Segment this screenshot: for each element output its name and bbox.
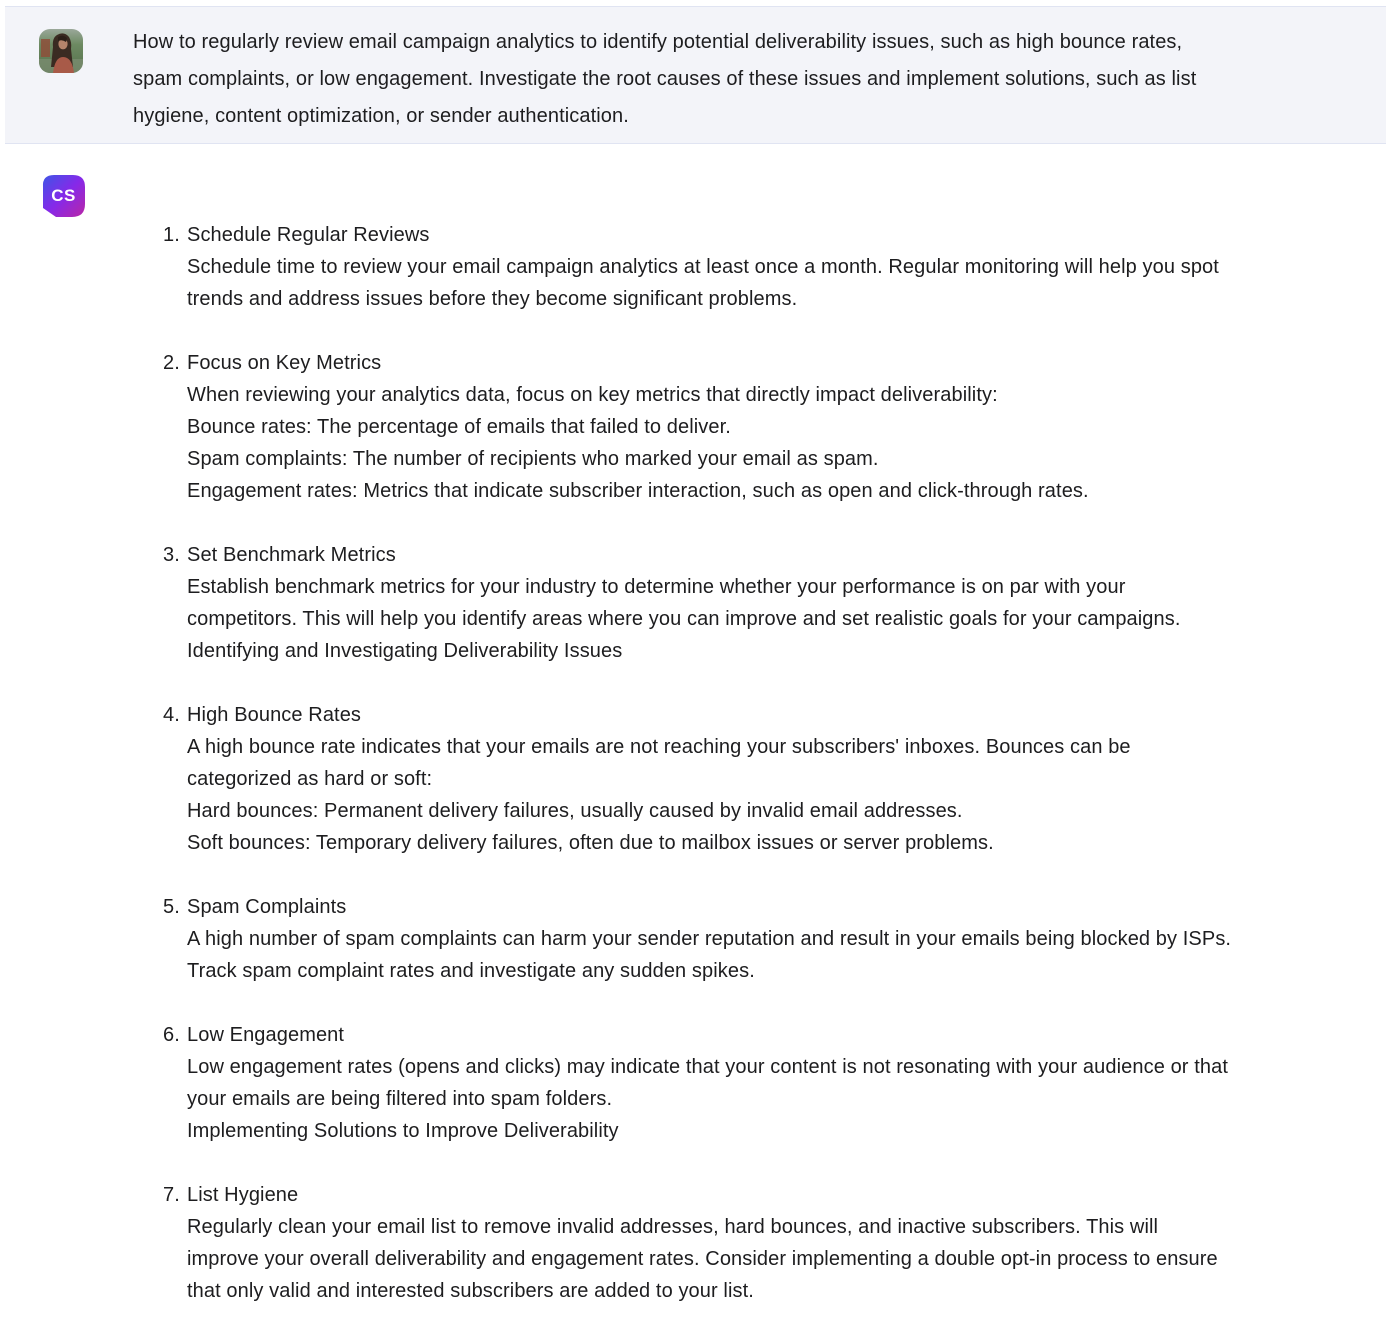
list-item — [163, 1179, 1233, 1307]
list-item — [163, 219, 1233, 315]
list-item-paragraph: Establish benchmark metrics for your industry to determine whether your performance is on par with your competitors. This will help you identify areas where you can improve and set realistic goals for your campaigns. — [187, 576, 1181, 630]
list-item-title: List Hygiene — [187, 1184, 299, 1206]
list-item-number: 7. — [163, 1184, 180, 1206]
list-item-title: Schedule Regular Reviews — [187, 224, 430, 246]
user-photo-illustration — [39, 29, 83, 73]
list-item-paragraph: When reviewing your analytics data, focus on key metrics that directly impact deliverability: — [187, 384, 998, 406]
user-message-text: How to regularly review email campaign analytics to identify potential deliverability issues, such as high bounce rates, spam complaints, or low engagement. Investigate the root causes of these issues and implement solutions, such as list hygiene, content optimization, or sender authentication. — [133, 31, 1197, 127]
list-item-paragraph: Schedule time to review your email campaign analytics at least once a month. Regular monitoring will help you spot trends and address issues before they become significant problems. — [187, 256, 1219, 310]
list-item — [163, 1019, 1233, 1147]
list-item-number: 5. — [163, 896, 180, 918]
list-item-number: 4. — [163, 704, 180, 726]
list-item-paragraph: A high number of spam complaints can harm your sender reputation and result in your emails being blocked by ISPs. Track spam complaint rates and investigate any sudden spikes. — [187, 928, 1232, 982]
list-item-title: Set Benchmark Metrics — [187, 544, 396, 566]
list-item-paragraph: Low engagement rates (opens and clicks) may indicate that your content is not resonating with your audience or that your emails are being filtered into spam folders. — [187, 1056, 1228, 1110]
list-item-title: Focus on Key Metrics — [187, 352, 382, 374]
list-item-paragraph: Hard bounces: Permanent delivery failures, usually caused by invalid email addresses. — [187, 800, 963, 822]
list-item-body — [187, 731, 1233, 859]
user-avatar — [39, 29, 83, 73]
list-item-body — [187, 923, 1233, 987]
list-item-paragraph: Bounce rates: The percentage of emails that failed to deliver. — [187, 416, 731, 438]
list-item-number: 1. — [163, 224, 180, 246]
assistant-numbered-list — [0, 144, 1386, 1307]
assistant-avatar — [41, 174, 86, 219]
list-item-body — [187, 571, 1233, 667]
list-item — [163, 539, 1233, 667]
list-item-body — [187, 1051, 1233, 1147]
user-message-banner — [5, 6, 1386, 144]
list-item-paragraph: Engagement rates: Metrics that indicate subscriber interaction, such as open and click-through rates. — [187, 480, 1089, 502]
list-item — [163, 699, 1233, 859]
list-item-body — [187, 251, 1233, 315]
user-message-row — [5, 7, 1386, 135]
assistant-message — [0, 144, 1386, 1307]
list-item-paragraph: A high bounce rate indicates that your emails are not reaching your subscribers' inboxes. Bounces can be categorized as hard or soft: — [187, 736, 1131, 790]
list-item-paragraph: Identifying and Investigating Deliverability Issues — [187, 640, 623, 662]
list-item-number: 2. — [163, 352, 180, 374]
cs-logo-label: CS — [51, 186, 76, 205]
list-item-number: 6. — [163, 1024, 180, 1046]
list-item-body — [187, 1211, 1233, 1307]
list-item-title: Low Engagement — [187, 1024, 345, 1046]
list-item-title: High Bounce Rates — [187, 704, 362, 726]
list-item — [163, 347, 1233, 507]
list-item-title: Spam Complaints — [187, 896, 347, 918]
list-item-number: 3. — [163, 544, 180, 566]
list-item-paragraph: Regularly clean your email list to remove invalid addresses, hard bounces, and inactive subscribers. This will improve your overall deliverability and engagement rates. Consider implementing a double opt-in process to ensure that only valid and interested subscribers are added to your list. — [187, 1216, 1218, 1302]
list-item-paragraph: Implementing Solutions to Improve Deliverability — [187, 1120, 619, 1142]
list-item-paragraph: Soft bounces: Temporary delivery failures, often due to mailbox issues or server problems. — [187, 832, 994, 854]
list-item-body — [187, 379, 1233, 507]
list-item-paragraph: Spam complaints: The number of recipients who marked your email as spam. — [187, 448, 879, 470]
list-item — [163, 891, 1233, 987]
